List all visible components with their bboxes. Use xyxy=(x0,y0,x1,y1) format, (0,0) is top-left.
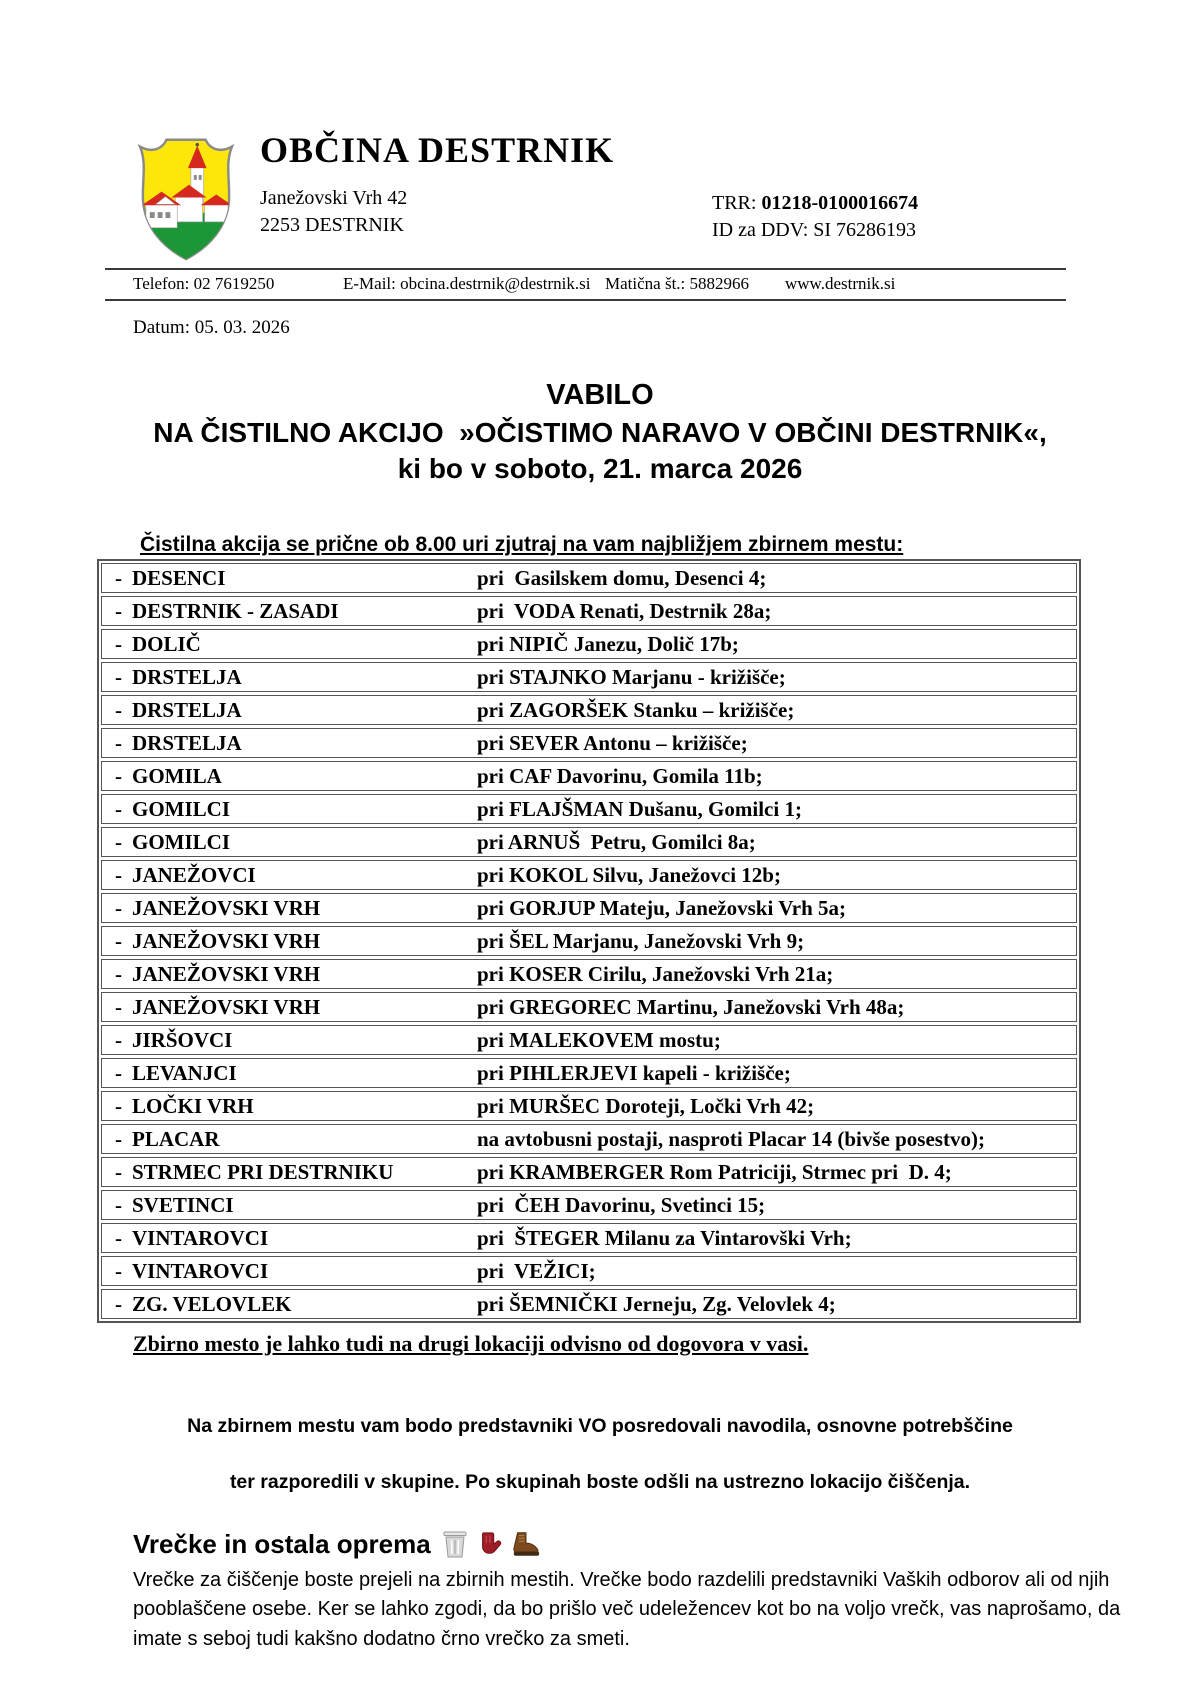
row-dash: - xyxy=(115,763,122,788)
boot-icon xyxy=(511,1529,541,1559)
table-row xyxy=(101,1157,1077,1187)
row-dash: - xyxy=(115,1159,122,1184)
org-name: OBČINA DESTRNIK xyxy=(260,130,615,170)
row-dash: - xyxy=(115,1258,122,1283)
row-dash: - xyxy=(115,862,122,887)
table-row xyxy=(101,761,1077,791)
org-address-line2: 2253 DESTRNIK xyxy=(260,214,404,237)
table-row xyxy=(101,1190,1077,1220)
table-row xyxy=(101,728,1077,758)
org-address xyxy=(260,185,614,239)
table-row xyxy=(101,1025,1077,1055)
row-place: GOMILA xyxy=(132,763,222,788)
trash-bin-icon xyxy=(441,1529,469,1559)
date-line: Datum: 05. 03. 2026 xyxy=(133,317,290,338)
row-place: VINTAROVCI xyxy=(132,1225,269,1250)
row-location: pri GREGOREC Martinu, Janežovski Vrh 48a; xyxy=(477,994,905,1019)
row-location: pri FLAJŠMAN Dušanu, Gomilci 1; xyxy=(477,796,802,821)
table-row xyxy=(101,563,1077,593)
equipment-heading: Vrečke in ostala oprema xyxy=(133,1528,431,1559)
row-location: pri PIHLERJEVI kapeli - križišče; xyxy=(477,1060,791,1085)
phone-text: Telefon: 02 7619250 xyxy=(133,274,275,293)
row-location: pri Gasilskem domu, Desenci 4; xyxy=(477,565,767,590)
row-location: pri KOSER Cirilu, Janežovski Vrh 21a; xyxy=(477,961,834,986)
row-dash: - xyxy=(115,1027,122,1052)
row-place: JANEŽOVSKI VRH xyxy=(132,895,321,920)
collection-points-table-body xyxy=(101,563,1077,1319)
row-place: JANEŽOVSKI VRH xyxy=(132,928,321,953)
table-row xyxy=(101,1091,1077,1121)
row-place: DESTRNIK - ZASADI xyxy=(132,598,339,623)
title-line3: ki bo v soboto, 21. marca 2026 xyxy=(397,453,803,485)
row-place: ZG. VELOVLEK xyxy=(132,1291,292,1316)
table-row xyxy=(101,1289,1077,1319)
registration-number-text: Matična št.: 5882966 xyxy=(605,274,750,293)
municipality-coat-of-arms-icon xyxy=(130,130,242,262)
row-place: DRSTELJA xyxy=(132,730,242,755)
row-place: JANEŽOVSKI VRH xyxy=(132,961,321,986)
row-place: VINTAROVCI xyxy=(132,1258,269,1283)
row-place: JANEŽOVSKI VRH xyxy=(132,994,321,1019)
row-place: DOLIČ xyxy=(132,631,201,656)
row-dash: - xyxy=(115,697,122,722)
table-row xyxy=(101,827,1077,857)
table-row xyxy=(101,860,1077,890)
row-location: pri ČEH Davorinu, Svetinci 15; xyxy=(477,1192,766,1217)
info-line2: ter razporedili v skupine. Po skupinah boste odšli na ustrezno lokacijo čiščenja. xyxy=(229,1471,971,1494)
document-title xyxy=(0,377,1200,487)
row-location: pri MALEKOVEM mostu; xyxy=(477,1027,721,1052)
table-row xyxy=(101,959,1077,989)
row-place: STRMEC PRI DESTRNIKU xyxy=(132,1159,394,1184)
trr-value: 01218-0100016674 xyxy=(761,192,919,214)
row-dash: - xyxy=(115,1093,122,1118)
row-location: pri NIPIČ Janezu, Dolič 17b; xyxy=(477,631,739,656)
row-place: DESENCI xyxy=(132,565,226,590)
website-text: www.destrnik.si xyxy=(785,274,896,293)
table-row xyxy=(101,1058,1077,1088)
org-registration-block xyxy=(712,190,918,244)
info-paragraph-bold xyxy=(0,1383,1200,1524)
table-row xyxy=(101,695,1077,725)
table-row xyxy=(101,662,1077,692)
row-location: pri ŠTEGER Milanu za Vintarovški Vrh; xyxy=(477,1225,852,1250)
row-dash: - xyxy=(115,1126,122,1151)
row-dash: - xyxy=(115,829,122,854)
row-dash: - xyxy=(115,631,122,656)
trr-label: TRR: xyxy=(712,192,762,214)
table-row xyxy=(101,1223,1077,1253)
row-dash: - xyxy=(115,598,122,623)
row-dash: - xyxy=(115,961,122,986)
row-location: pri SEVER Antonu – križišče; xyxy=(477,730,748,755)
table-heading: Čistilna akcija se prične ob 8.00 uri zjutraj na vam najbližjem zbirnem mestu: xyxy=(140,533,904,557)
row-place: JIRŠOVCI xyxy=(132,1027,233,1052)
equipment-heading-row xyxy=(133,1529,1200,1560)
row-location: pri ŠEMNIČKI Jerneju, Zg. Velovlek 4; xyxy=(477,1291,836,1316)
closing-paragraph: Vrečke za čiščenje boste prejeli na zbirnih mestih. Vrečke bodo razdelili predstavniki Vaških odborov ali od njih pooblaščene osebe. Ker se lahko zgodi, da bo prišlo več udeležencev kot bo na voljo vrečk, vas naprošamo, da imate s seboj tudi kakšno dodatno črno vrečko za smeti. xyxy=(133,1568,1121,1650)
title-line1: VABILO xyxy=(546,379,654,411)
equipment-icons xyxy=(441,1529,541,1559)
row-place: LOČKI VRH xyxy=(132,1093,254,1118)
table-row xyxy=(101,1124,1077,1154)
email-text: E-Mail: obcina.destrnik@destrnik.si xyxy=(343,274,591,293)
table-row xyxy=(101,926,1077,956)
row-place: JANEŽOVCI xyxy=(132,862,256,887)
collection-points-table xyxy=(97,559,1081,1323)
org-address-line1: Janežovski Vrh 42 xyxy=(260,187,408,210)
row-dash: - xyxy=(115,796,122,821)
org-identity xyxy=(260,130,614,262)
trr-line xyxy=(712,190,918,217)
row-location: pri STAJNKO Marjanu - križišče; xyxy=(477,664,786,689)
info-line1: Na zbirnem mestu vam bodo predstavniki VO posredovali navodila, osnovne potrebščine xyxy=(187,1414,1013,1437)
row-location: na avtobusni postaji, nasproti Placar 14 (bivše posestvo); xyxy=(477,1126,985,1151)
row-dash: - xyxy=(115,1225,122,1250)
row-dash: - xyxy=(115,1291,122,1316)
row-place: DRSTELJA xyxy=(132,664,242,689)
row-place: GOMILCI xyxy=(132,796,231,821)
row-location: pri KRAMBERGER Rom Patriciji, Strmec pri D. 4; xyxy=(477,1159,952,1184)
row-place: LEVANJCI xyxy=(132,1060,237,1085)
table-row xyxy=(101,893,1077,923)
table-row xyxy=(101,992,1077,1022)
row-location: pri VEŽICI; xyxy=(477,1258,596,1283)
title-line2: NA ČISTILNO AKCIJO »OČISTIMO NARAVO V OBČINI DESTRNIK«, xyxy=(153,416,1047,448)
gloves-icon xyxy=(476,1529,504,1559)
row-location: pri ZAGORŠEK Stanku – križišče; xyxy=(477,697,795,722)
row-dash: - xyxy=(115,565,122,590)
table-row xyxy=(101,629,1077,659)
table-row xyxy=(101,1256,1077,1286)
row-dash: - xyxy=(115,895,122,920)
row-location: pri MURŠEC Doroteji, Ločki Vrh 42; xyxy=(477,1093,815,1118)
table-row xyxy=(101,794,1077,824)
row-place: GOMILCI xyxy=(132,829,231,854)
vat-line: ID za DDV: SI 76286193 xyxy=(712,219,917,241)
letterhead xyxy=(130,130,1110,262)
row-dash: - xyxy=(115,994,122,1019)
row-place: PLACAR xyxy=(132,1126,220,1151)
row-dash: - xyxy=(115,1192,122,1217)
table-row xyxy=(101,596,1077,626)
row-location: pri ŠEL Marjanu, Janežovski Vrh 9; xyxy=(477,928,805,953)
row-location: pri KOKOL Silvu, Janežovci 12b; xyxy=(477,862,781,887)
row-place: SVETINCI xyxy=(132,1192,234,1217)
table-footnote: Zbirno mesto je lahko tudi na drugi lokaciji odvisno od dogovora v vasi. xyxy=(133,1331,809,1357)
row-location: pri GORJUP Mateju, Janežovski Vrh 5a; xyxy=(477,895,847,920)
row-location: pri ARNUŠ Petru, Gomilci 8a; xyxy=(477,829,756,854)
row-location: pri CAF Davorinu, Gomila 11b; xyxy=(477,763,763,788)
contact-strip xyxy=(105,268,1066,301)
row-place: DRSTELJA xyxy=(132,697,242,722)
row-dash: - xyxy=(115,928,122,953)
row-location: pri VODA Renati, Destrnik 28a; xyxy=(477,598,772,623)
row-dash: - xyxy=(115,1060,122,1085)
row-dash: - xyxy=(115,730,122,755)
row-dash: - xyxy=(115,664,122,689)
